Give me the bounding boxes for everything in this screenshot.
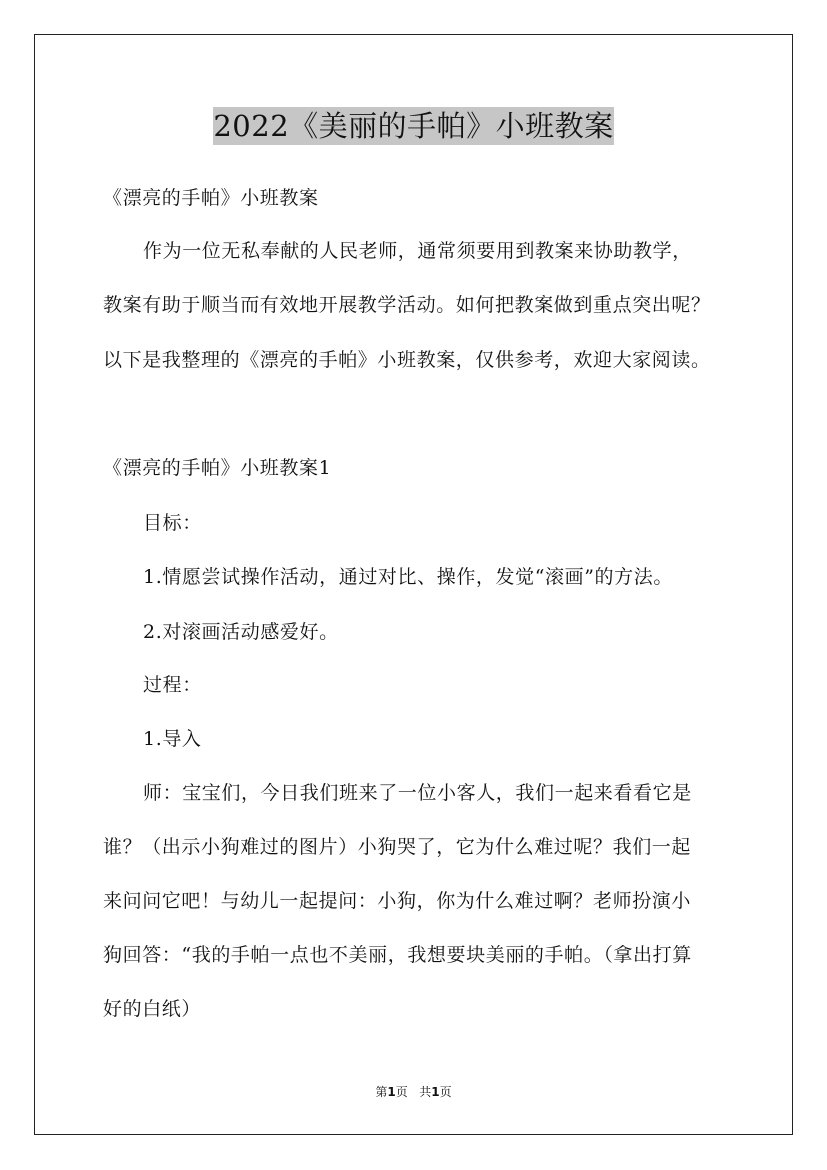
paragraph-line: 好的白纸） — [103, 998, 202, 1020]
paragraph-line: 师：宝宝们，今日我们班来了一位小客人，我们一起来看看它是 — [143, 782, 692, 804]
footer-page-suffix: 页 — [395, 1085, 408, 1099]
footer-total-prefix: 共 — [419, 1085, 432, 1099]
paragraph-line: 教案有助于顺当而有效地开展教学活动。如何把教案做到重点突出呢？ — [103, 294, 711, 316]
document-title: 2022《美丽的手帕》小班教案 — [213, 109, 614, 143]
goal-label: 目标： — [143, 512, 202, 534]
footer-total-suffix: 页 — [439, 1085, 452, 1099]
paragraph-line: 来问问它吧！与幼儿一起提问：小狗，你为什么难过啊？老师扮演小 — [103, 890, 692, 912]
footer-total-number: 1 — [431, 1085, 440, 1099]
footer-page-number: 1 — [387, 1085, 396, 1099]
section-heading: 《漂亮的手帕》小班教案1 — [103, 457, 332, 479]
goal-item-2: 2.对滚画活动感爱好。 — [143, 621, 339, 643]
process-step-1: 1.导入 — [143, 728, 202, 750]
page-footer — [0, 1083, 827, 1100]
paragraph-line: 作为一位无私奉献的人民老师，通常须要用到教案来协助教学， — [143, 240, 692, 262]
goal-item-1: 1.情愿尝试操作活动，通过对比、操作，发觉“滚画”的方法。 — [143, 566, 673, 588]
document-title-container — [0, 104, 827, 145]
process-label: 过程： — [143, 674, 202, 696]
footer-page-prefix: 第 — [375, 1085, 388, 1099]
subtitle-line: 《漂亮的手帕》小班教案 — [103, 187, 319, 209]
paragraph-line: 谁？（出示小狗难过的图片）小狗哭了，它为什么难过呢？我们一起 — [103, 836, 692, 858]
paragraph-line: 以下是我整理的《漂亮的手帕》小班教案，仅供参考，欢迎大家阅读。 — [103, 349, 711, 371]
paragraph-line: 狗回答：“我的手帕一点也不美丽，我想要块美丽的手帕。（拿出打算 — [103, 944, 692, 966]
